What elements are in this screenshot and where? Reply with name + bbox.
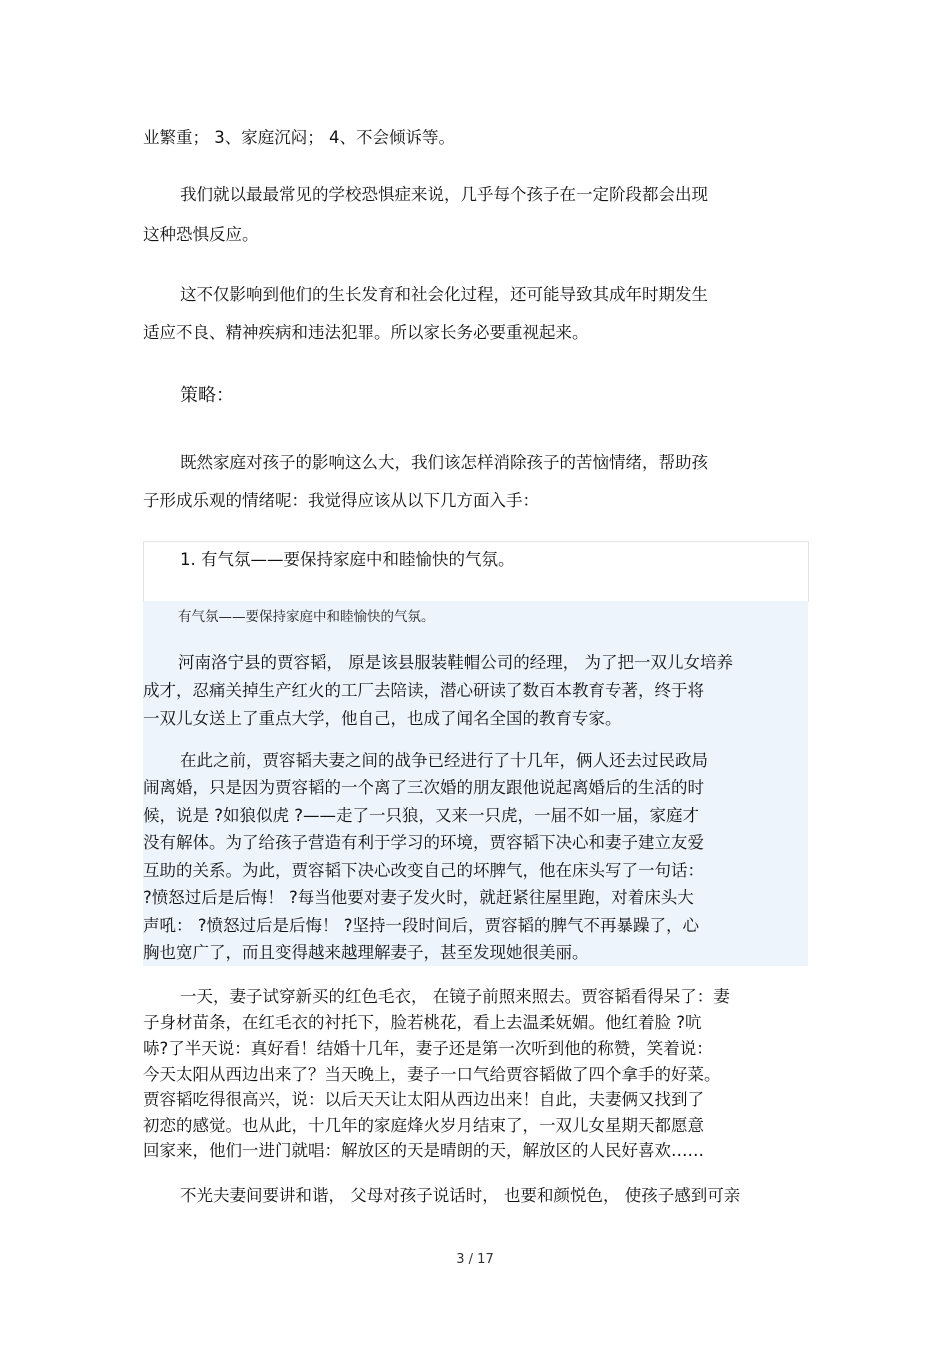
paragraph-line: 这种恐惧反应。: [143, 225, 259, 244]
quote-line: 闹离婚，只是因为贾容韬的一个离了三次婚的朋友跟他说起离婚后的生活的时: [143, 778, 704, 797]
section-heading: 策略：: [180, 385, 234, 406]
paragraph-line: 我们就以最最常见的学校恐惧症来说，几乎每个孩子在一定阶段都会出现: [180, 185, 708, 204]
quote-line: 候，说是 ?如狼似虎 ?——走了一只狼，又来一只虎，一届不如一届，家庭才: [143, 806, 700, 825]
quote-box-title: 1. 有气氛——要保持家庭中和睦愉快的气氛。: [180, 550, 515, 569]
paragraph-line: 这不仅影响到他们的生长发育和社会化过程，还可能导致其成年时期发生: [180, 285, 708, 304]
paragraph-line: 不光夫妻间要讲和谐， 父母对孩子说话时， 也要和颜悦色， 使孩子感到可亲: [180, 1186, 741, 1205]
quote-line: 胸也宽广了，而且变得越来越理解妻子，甚至发现她很美丽。: [143, 943, 589, 962]
quote-line: 在此之前，贾容韬夫妻之间的战争已经进行了十几年，俩人还去过民政局: [180, 751, 708, 770]
quote-box-subtitle: 有气氛——要保持家庭中和睦愉快的气氛。: [178, 609, 435, 625]
paragraph-line: 哧?了半天说：真好看！结婚十几年，妻子还是第一次听到他的称赞，笑着说：: [143, 1039, 713, 1058]
paragraph-line: 今天太阳从西边出来了？当天晚上，妻子一口气给贾容韬做了四个拿手的好菜。: [143, 1065, 721, 1084]
paragraph-line: 适应不良、精神疾病和违法犯罪。所以家长务必要重视起来。: [143, 323, 589, 342]
paragraph-line: 子形成乐观的情绪呢：我觉得应该从以下几方面入手：: [143, 491, 539, 510]
quote-line: 声吼： ?愤怒过后是后悔！ ?坚持一段时间后，贾容韬的脾气不再暴躁了，心: [143, 916, 700, 935]
quote-line: 河南洛宁县的贾容韬， 原是该县服装鞋帽公司的经理， 为了把一双儿女培养: [178, 653, 733, 672]
page-number: 3 / 17: [456, 1252, 494, 1267]
quote-line: 一双儿女送上了重点大学，他自己，也成了闻名全国的教育专家。: [143, 709, 622, 728]
paragraph-line: 初恋的感觉。也从此，十几年的家庭烽火岁月结束了，一双儿女星期天都愿意: [143, 1116, 704, 1135]
quote-line: 没有解体。为了给孩子营造有利于学习的环境，贾容韬下决心和妻子建立友爱: [143, 833, 704, 852]
paragraph-line: 回家来，他们一进门就唱：解放区的天是晴朗的天，解放区的人民好喜欢……: [143, 1141, 704, 1160]
paragraph-line: 业繁重； 3、家庭沉闷； 4、不会倾诉等。: [143, 128, 455, 147]
paragraph-line: 子身材苗条，在红毛衣的衬托下，脸若桃花，看上去温柔妩媚。他红着脸 ?吭: [143, 1013, 702, 1032]
quote-line: ?愤怒过后是后悔！ ?每当他要对妻子发火时，就赶紧往屋里跑，对着床头大: [143, 888, 694, 907]
paragraph-line: 既然家庭对孩子的影响这么大，我们该怎样消除孩子的苦恼情绪，帮助孩: [180, 453, 708, 472]
quote-line: 互助的关系。为此，贾容韬下决心改变自己的坏脾气，他在床头写了一句话：: [143, 861, 704, 880]
paragraph-line: 贾容韬吃得很高兴，说：以后天天让太阳从西边出来！自此，夫妻俩又找到了: [143, 1090, 704, 1109]
paragraph-line: 一天，妻子试穿新买的红色毛衣， 在镜子前照来照去。贾容韬看得呆了：妻: [180, 987, 730, 1006]
quote-line: 成才，忍痛关掉生产红火的工厂去陪读，潜心研读了数百本教育专著，终于将: [143, 681, 704, 700]
